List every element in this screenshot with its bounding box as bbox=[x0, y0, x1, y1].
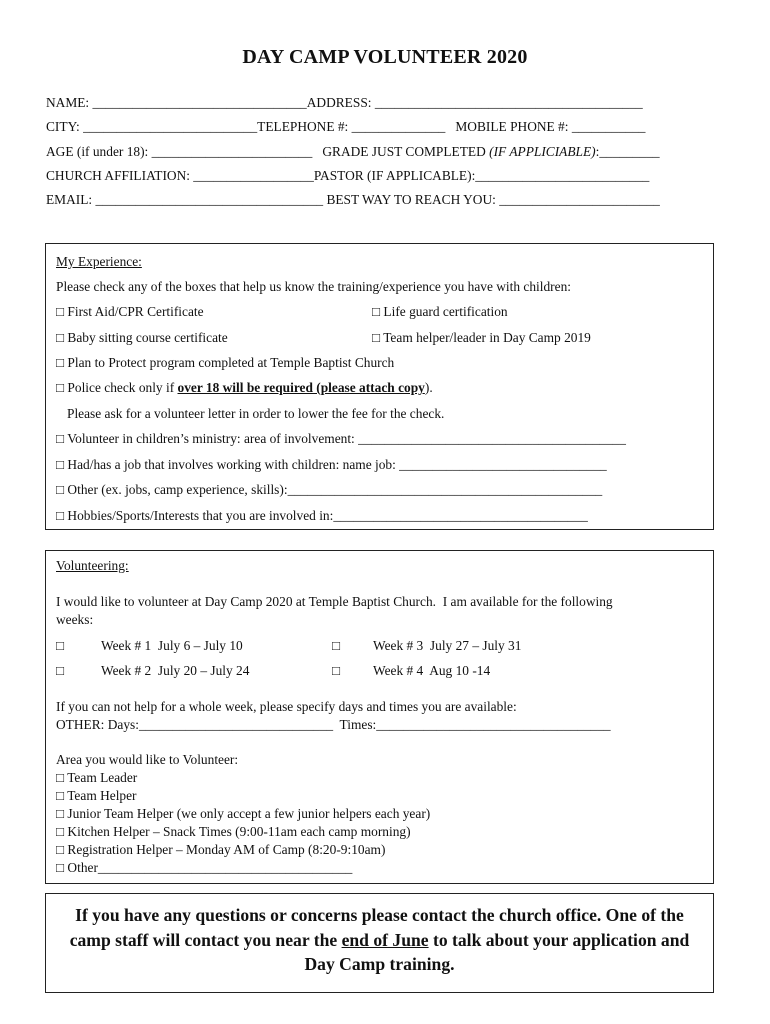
week3-checkbox[interactable]: □ bbox=[332, 638, 341, 653]
name-address-line[interactable]: NAME: ________________________________ADDRESS: ________________________________________ bbox=[46, 95, 643, 110]
week1-checkbox[interactable]: □ bbox=[56, 638, 65, 653]
police-check-label: □ Police check only if bbox=[56, 380, 178, 395]
volunteering-intro-2: weeks: bbox=[56, 612, 94, 627]
experience-heading: My Experience: bbox=[56, 254, 142, 269]
volunteering-heading: Volunteering: bbox=[56, 558, 129, 573]
other-experience-checkbox[interactable]: □ Other (ex. jobs, camp experience, skills):_______________________________________________ bbox=[56, 482, 603, 497]
area-team-helper-checkbox[interactable]: □ Team Helper bbox=[56, 788, 137, 803]
volunteering-section bbox=[45, 550, 714, 884]
other-days-times-field[interactable]: OTHER: Days:_____________________________ Times:___________________________________ bbox=[56, 717, 611, 732]
grade-blank: :_________ bbox=[595, 144, 660, 159]
area-kitchen-helper-checkbox[interactable]: □ Kitchen Helper – Snack Times (9:00-11am each camp morning) bbox=[56, 824, 411, 839]
week3-label: Week # 3 July 27 – July 31 bbox=[373, 638, 522, 653]
letter-note: Please ask for a volunteer letter in order to lower the fee for the check. bbox=[67, 406, 445, 421]
team-helper-checkbox[interactable]: □ Team helper/leader in Day Camp 2019 bbox=[372, 330, 591, 345]
area-team-leader-checkbox[interactable]: □ Team Leader bbox=[56, 770, 138, 785]
contact-note-part1: If you have any questions or concerns please contact the church office. One of the camp staff will contact you near the bbox=[69, 905, 684, 950]
police-check-checkbox[interactable] bbox=[56, 379, 433, 397]
contact-note-part2: to talk about your application and Day Camp training. bbox=[304, 929, 690, 974]
ministry-checkbox[interactable]: □ Volunteer in children’s ministry: area of involvement: ________________________________________ bbox=[56, 431, 626, 446]
police-check-emphasis: over 18 will be required (please attach copy bbox=[177, 380, 425, 395]
area-other-checkbox[interactable]: □ Other______________________________________ bbox=[56, 860, 353, 875]
church-pastor-line[interactable]: CHURCH AFFILIATION: __________________PASTOR (IF APPLICABLE):__________________________ bbox=[46, 168, 650, 183]
week4-checkbox[interactable]: □ bbox=[332, 663, 341, 678]
first-aid-checkbox[interactable]: □ First Aid/CPR Certificate bbox=[56, 304, 204, 319]
age-grade-label: AGE (if under 18): ________________________ GRADE JUST COMPLETED bbox=[46, 144, 490, 159]
week2-label: Week # 2 July 20 – July 24 bbox=[101, 663, 250, 678]
area-registration-helper-checkbox[interactable]: □ Registration Helper – Monday AM of Camp (8:20-9:10am) bbox=[56, 842, 386, 857]
experience-section bbox=[45, 243, 714, 530]
job-checkbox[interactable]: □ Had/has a job that involves working with children: name job: _______________________________ bbox=[56, 457, 607, 472]
area-heading: Area you would like to Volunteer: bbox=[56, 752, 239, 767]
plan-protect-checkbox[interactable]: □ Plan to Protect program completed at Temple Baptist Church bbox=[56, 355, 395, 370]
email-reach-line[interactable]: EMAIL: __________________________________ BEST WAY TO REACH YOU: ________________________ bbox=[46, 192, 660, 207]
experience-intro: Please check any of the boxes that help us know the training/experience you have with children: bbox=[56, 279, 572, 294]
volunteering-intro-1: I would like to volunteer at Day Camp 2020 at Temple Baptist Church. I am available for the following bbox=[56, 594, 613, 609]
age-grade-line[interactable] bbox=[46, 143, 686, 161]
page-title: DAY CAMP VOLUNTEER 2020 bbox=[242, 46, 528, 68]
police-check-end: ). bbox=[424, 380, 433, 395]
life-guard-checkbox[interactable]: □ Life guard certification bbox=[372, 304, 508, 319]
partial-availability-note: If you can not help for a whole week, please specify days and times you are available: bbox=[56, 699, 517, 714]
city-phone-line[interactable]: CITY: __________________________TELEPHONE #: ______________ MOBILE PHONE #: ___________ bbox=[46, 119, 646, 134]
baby-sitting-checkbox[interactable]: □ Baby sitting course certificate bbox=[56, 330, 228, 345]
if-applicable-note: (IF APPLICIABLE) bbox=[489, 144, 596, 159]
end-of-june-emphasis: end of June bbox=[341, 929, 429, 950]
contact-note-box bbox=[45, 893, 714, 993]
week2-checkbox[interactable]: □ bbox=[56, 663, 65, 678]
contact-note bbox=[54, 903, 705, 977]
area-junior-helper-checkbox[interactable]: □ Junior Team Helper (we only accept a few junior helpers each year) bbox=[56, 806, 431, 821]
week4-label: Week # 4 Aug 10 -14 bbox=[373, 663, 491, 678]
week1-label: Week # 1 July 6 – July 10 bbox=[101, 638, 243, 653]
hobbies-checkbox[interactable]: □ Hobbies/Sports/Interests that you are involved in:______________________________________ bbox=[56, 508, 588, 523]
